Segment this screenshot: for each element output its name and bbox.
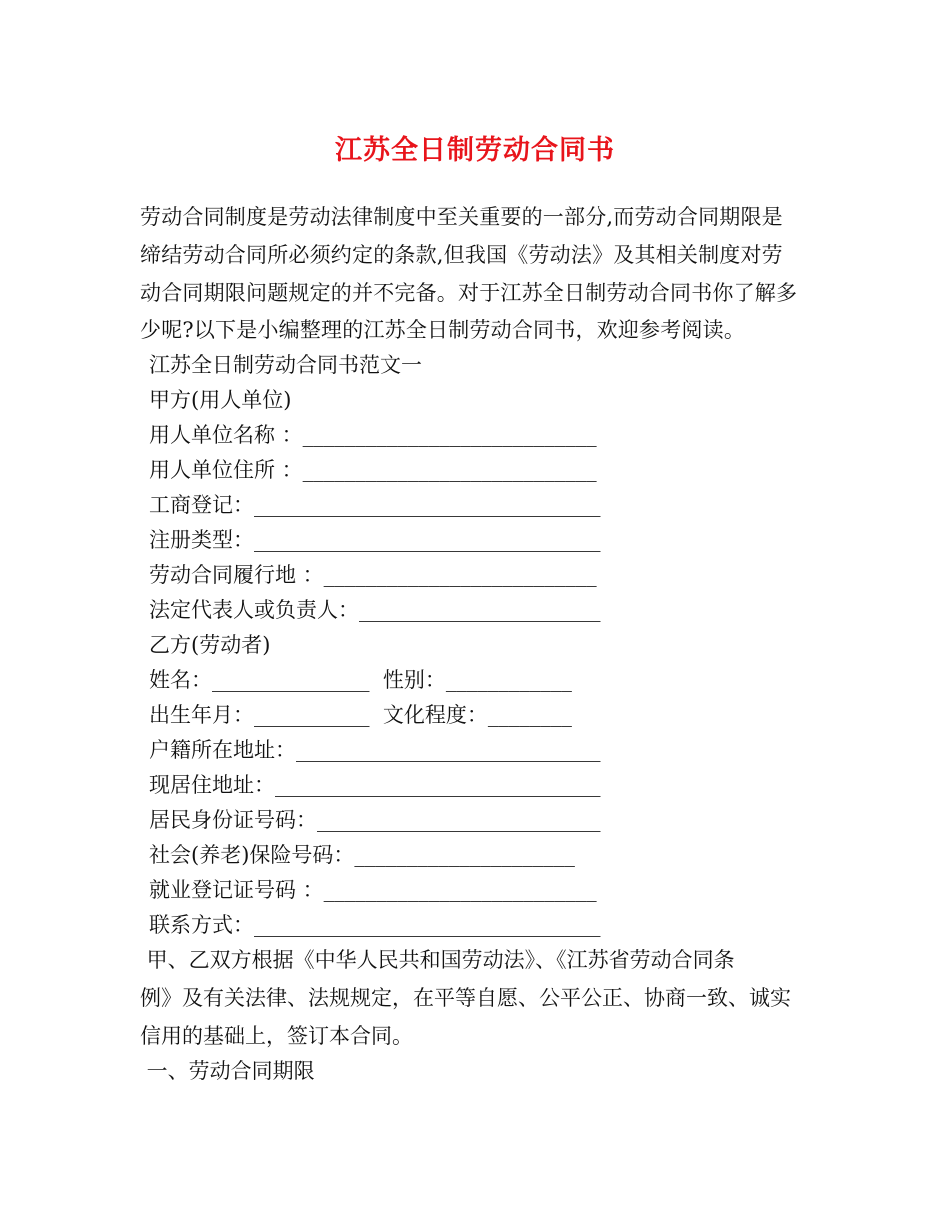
document-title: 江苏全日制劳动合同书 [335, 135, 615, 166]
birth-education-field: 出生年月：___________ 文化程度：________ [149, 703, 572, 727]
name-gender-field: 姓名：_______________ 性别：____________ [149, 668, 572, 692]
intro-line: 少呢?以下是小编整理的江苏全日制劳动合同书，欢迎参考阅读。 [140, 318, 746, 342]
intro-line: 劳动合同制度是劳动法律制度中至关重要的一部分,而劳动合同期限是 [140, 205, 783, 229]
current-address-field: 现居住地址：_______________________________ [149, 773, 601, 797]
party-a-heading: 甲方(用人单位) [149, 388, 292, 412]
id-number-field: 居民身份证号码：___________________________ [149, 808, 601, 832]
contact-field: 联系方式：_________________________________ [149, 913, 601, 937]
section-heading: 一、劳动合同期限 [140, 1059, 315, 1083]
household-address-field: 户籍所在地址：_____________________________ [149, 738, 601, 762]
work-location-field: 劳动合同履行地 ：__________________________ [149, 563, 597, 587]
agreement-line: 甲、乙双方根据《中华人民共和国劳动法》、《江苏省劳动合同条 [140, 948, 735, 972]
intro-line: 动合同期限问题规定的并不完备。对于江苏全日制劳动合同书你了解多 [140, 281, 798, 305]
agreement-line: 例》及有关法律、法规规定，在平等自愿、公平公正、协商一致、诚实 [140, 986, 791, 1010]
business-registration-field: 工商登记：_________________________________ [149, 493, 601, 517]
insurance-number-field: 社会(养老)保险号码：_____________________ [149, 843, 575, 867]
sample-heading: 江苏全日制劳动合同书范文一 [149, 353, 422, 377]
employer-name-field: 用人单位名称 ：____________________________ [149, 423, 597, 447]
party-b-heading: 乙方(劳动者) [149, 633, 271, 657]
intro-line: 缔结劳动合同所必须约定的条款,但我国《劳动法》及其相关制度对劳 [140, 243, 783, 267]
employment-registration-field: 就业登记证号码 ：__________________________ [149, 878, 597, 902]
agreement-line: 信用的基础上，签订本合同。 [140, 1024, 413, 1048]
legal-representative-field: 法定代表人或负责人：_______________________ [149, 598, 601, 622]
registration-type-field: 注册类型：_________________________________ [149, 528, 601, 552]
employer-address-field: 用人单位住所 ：____________________________ [149, 458, 597, 482]
